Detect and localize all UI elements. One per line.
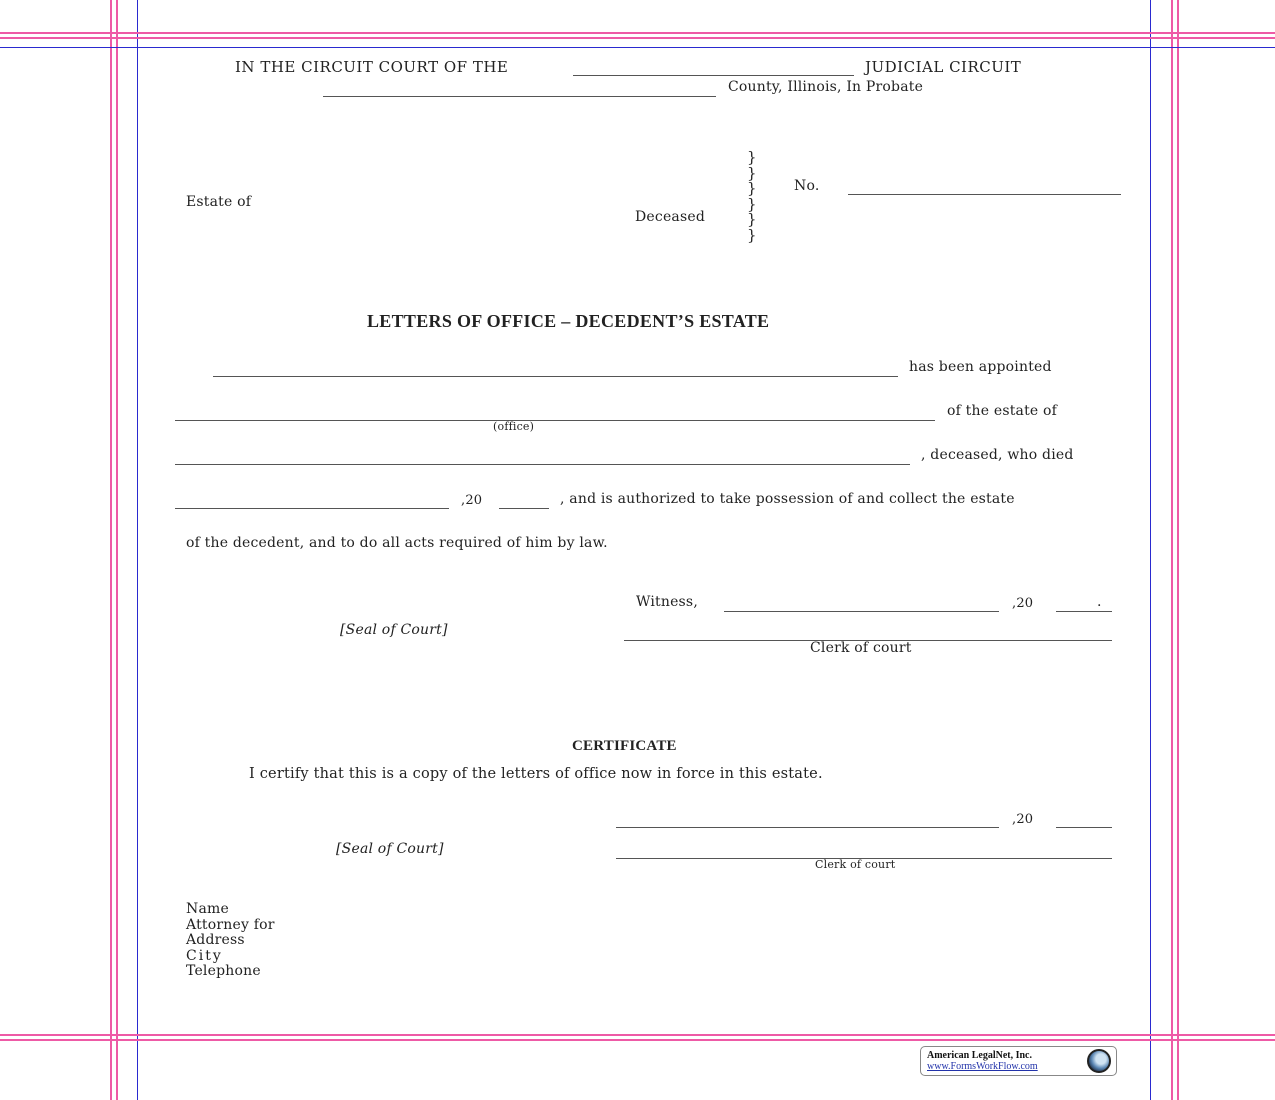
certificate-title: CERTIFICATE bbox=[572, 738, 677, 754]
death-date-blank[interactable] bbox=[175, 508, 449, 509]
deceased-label: Deceased bbox=[635, 209, 706, 225]
globe-icon bbox=[1087, 1049, 1111, 1073]
certificate-body: I certify that this is a copy of the letters of office now in force in this estate. bbox=[249, 766, 823, 782]
certificate-date-blank[interactable] bbox=[616, 827, 999, 828]
brace-3: } bbox=[747, 179, 757, 197]
margin-guide-right-inner bbox=[1171, 0, 1173, 1100]
margin-guide-top-blue bbox=[0, 47, 1275, 48]
case-no-label: No. bbox=[794, 178, 820, 194]
duties-text: of the decedent, and to do all acts required of him by law. bbox=[186, 535, 608, 551]
certificate-year-prefix: ,20 bbox=[1012, 812, 1034, 827]
seal-of-court-2: [Seal of Court] bbox=[336, 841, 444, 857]
certificate-year-blank[interactable] bbox=[1056, 827, 1112, 828]
margin-guide-left-outer bbox=[110, 0, 112, 1100]
brace-1: } bbox=[747, 148, 757, 166]
clerk-caption-1: Clerk of court bbox=[810, 640, 912, 656]
brace-5: } bbox=[747, 210, 757, 228]
attorney-for-label: Attorney for bbox=[186, 916, 275, 933]
logo-company-name: American LegalNet, Inc. bbox=[927, 1050, 1032, 1061]
margin-guide-top-outer bbox=[0, 32, 1275, 34]
office-blank[interactable] bbox=[175, 420, 935, 421]
attorney-address-label: Address bbox=[186, 932, 245, 948]
brace-4: } bbox=[747, 195, 757, 213]
office-caption: (office) bbox=[493, 420, 535, 433]
attorney-name-label: Name bbox=[186, 901, 229, 917]
clerk-caption-2: Clerk of court bbox=[815, 858, 896, 871]
witness-year-prefix: ,20 bbox=[1012, 596, 1034, 611]
margin-guide-bottom-outer bbox=[0, 1039, 1275, 1041]
county-blank[interactable] bbox=[323, 96, 716, 97]
witness-label: Witness, bbox=[636, 594, 698, 610]
margin-guide-right-blue bbox=[1150, 0, 1151, 1100]
court-line-prefix: IN THE CIRCUIT COURT OF THE bbox=[235, 58, 509, 76]
attorney-city-label: City bbox=[186, 947, 223, 964]
witness-period: . bbox=[1097, 594, 1102, 610]
death-year-blank[interactable] bbox=[499, 508, 549, 509]
decedent-name-blank[interactable] bbox=[175, 464, 910, 465]
letters-title: LETTERS OF OFFICE – DECEDENT’S ESTATE bbox=[367, 311, 770, 331]
estate-of-label: Estate of bbox=[186, 194, 252, 210]
county-line-suffix: County, Illinois, In Probate bbox=[728, 79, 924, 95]
court-line-suffix: JUDICIAL CIRCUIT bbox=[865, 58, 1022, 76]
logo-url-link[interactable]: www.FormsWorkFlow.com bbox=[927, 1061, 1038, 1072]
has-been-appointed-text: has been appointed bbox=[909, 359, 1052, 375]
attorney-telephone-label: Telephone bbox=[186, 963, 261, 979]
witness-date-blank[interactable] bbox=[724, 611, 999, 612]
american-legalnet-logo[interactable] bbox=[920, 1046, 1117, 1076]
margin-guide-left-blue bbox=[137, 0, 138, 1100]
margin-guide-bottom-inner bbox=[0, 1034, 1275, 1036]
margin-guide-right-outer bbox=[1177, 0, 1179, 1100]
attorney-block bbox=[186, 902, 275, 980]
authorized-text: , and is authorized to take possession of and collect the estate bbox=[560, 491, 1015, 507]
deceased-who-died-text: , deceased, who died bbox=[921, 447, 1074, 463]
appointee-name-blank[interactable] bbox=[213, 376, 898, 377]
judicial-circuit-blank[interactable] bbox=[573, 75, 854, 76]
seal-of-court-1: [Seal of Court] bbox=[340, 622, 448, 638]
case-no-blank[interactable] bbox=[848, 194, 1121, 195]
witness-year-blank[interactable] bbox=[1056, 611, 1112, 612]
brace-6: } bbox=[747, 226, 757, 244]
margin-guide-left-inner bbox=[116, 0, 118, 1100]
of-the-estate-of-text: of the estate of bbox=[947, 403, 1058, 419]
death-year-prefix: ,20 bbox=[461, 493, 483, 508]
margin-guide-top-inner bbox=[0, 37, 1275, 39]
brace-2: } bbox=[747, 164, 757, 182]
